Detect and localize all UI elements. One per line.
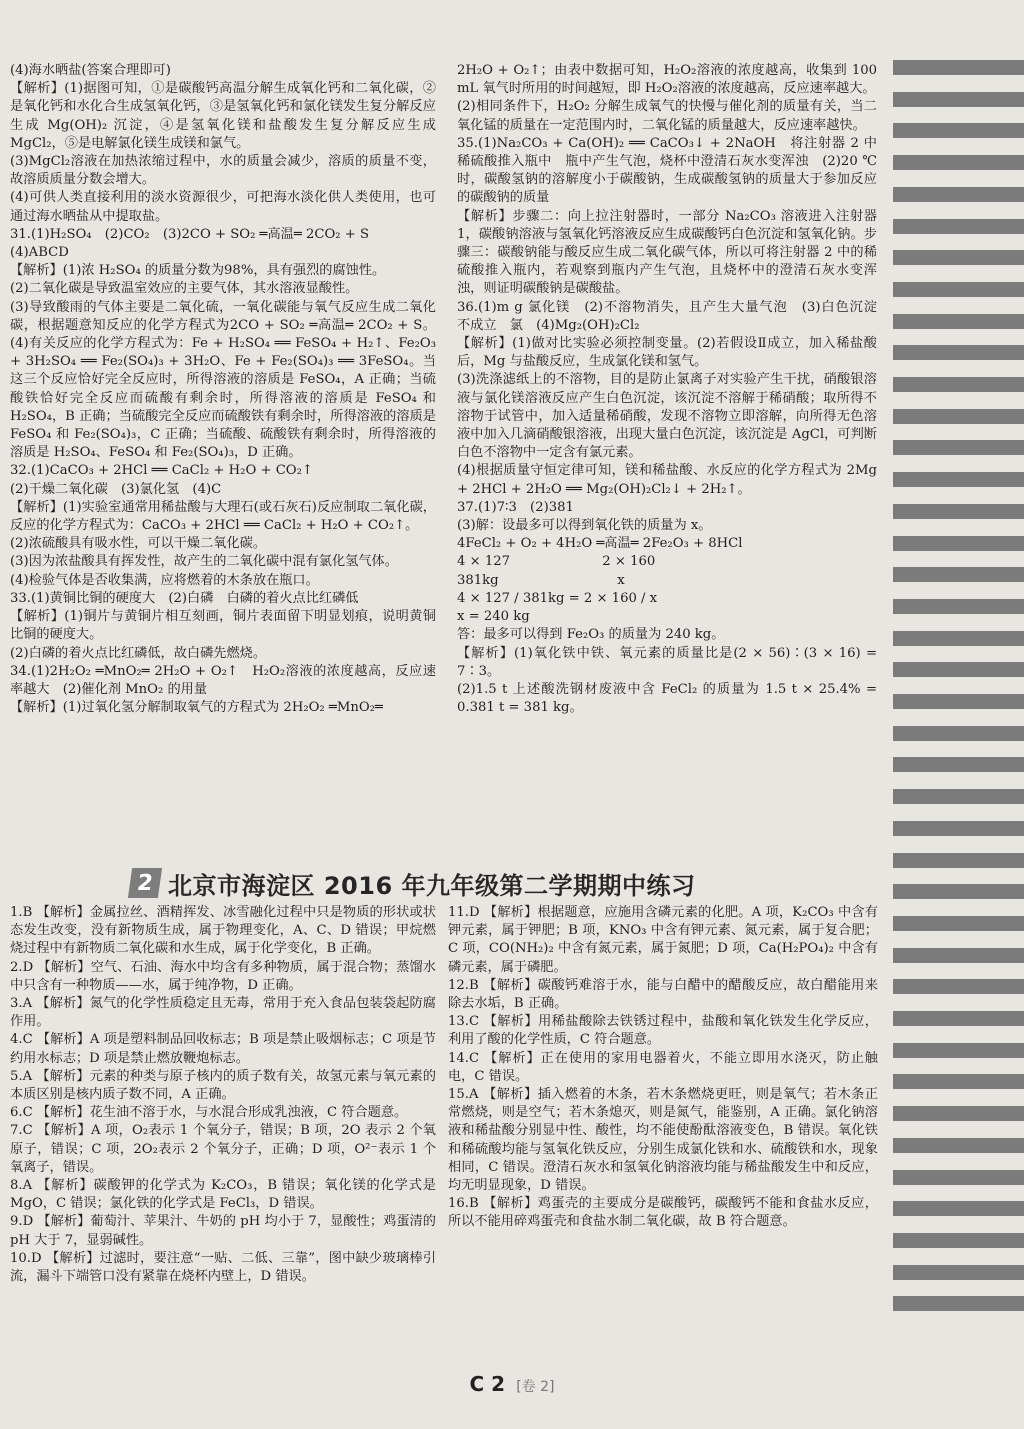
- margin-stripe: [893, 409, 1024, 424]
- margin-stripe: [893, 726, 1024, 741]
- margin-stripe: [893, 536, 1024, 551]
- answer-item: 15.A 【解析】插入燃着的木条，若木条燃烧更旺，则是氧气；若木条正常燃烧，则是空气；若木条熄灭，则是氮气，能鉴别，A 正确。氯化钠溶液和稀盐酸分别显中性、酸性，均不能使酚酞溶液变色，B 错误。氧化铁和稀硫酸均能与氢氧化铁反应，分别生成氯化铁和水、硫酸铁和水，现象相同，C 错误。澄清石灰水和氢氧化钠溶液均能与稀盐酸发生中和反应，均无明显现象，D 错误。: [448, 1087, 878, 1194]
- answer-item: 3.A 【解析】氮气的化学性质稳定且无毒，常用于充入食品包装袋起防腐作用。: [10, 996, 436, 1030]
- margin-stripe: [893, 884, 1024, 899]
- margin-stripe: [893, 440, 1024, 455]
- paragraph: (3)因为浓盐酸具有挥发性，故产生的二氧化碳中混有氯化氢气体。: [10, 554, 398, 570]
- answer-item: 4.C 【解析】A 项是塑料制品回收标志；B 项是禁止吸烟标志；C 项是节约用水标志；D 项是禁止燃放鞭炮标志。: [10, 1032, 436, 1066]
- paragraph: (2)相同条件下，H₂O₂ 分解生成氧气的快慢与催化剂的质量有关，当二氧化锰的质量在一定范围内时，二氧化锰的质量越大，反应速率越快。: [457, 99, 877, 133]
- paragraph: (3)导致酸雨的气体主要是二氧化硫，一氧化碳能与氧气反应生成二氧化碳，根据题意知反应的化学方程式为2CO + SO₂ ═高温═ 2CO₂ + S。(4)有关反应的化学方程式为：Fe + H₂SO₄ ══ FeSO₄ + H₂↑、Fe₂O₃ + 3H₂SO₄ ══ Fe₂(SO₄)₃ + 3H₂O、Fe + Fe₂(SO₄)₃ ══ 3FeSO₄。当这三个反应恰好完全反应时，所得溶液的溶质是 FeSO₄，A 正确；当硫酸铁恰好完全反应而硫酸有剩余时，所得溶液的溶质是 FeSO₄ 和 H₂SO₄，B 正确；当硫酸完全反应而硫酸铁有剩余时，所得溶液的溶质是 FeSO₄ 和 Fe₂(SO₄)₃，C 正确；当硫酸、硫酸铁有剩余时，所得溶液的溶质是 H₂SO₄、FeSO₄ 和 Fe₂(SO₄)₃，D 正确。: [10, 299, 436, 461]
- page-footer: [0, 1372, 1024, 1396]
- answer-item: 12.B 【解析】碳酸钙难溶于水，能与白醋中的醋酸反应，故白醋能用来除去水垢，B 正确。: [448, 977, 878, 1012]
- margin-stripe: [893, 599, 1024, 614]
- paragraph: 32.(1)CaCO₃ + 2HCl ══ CaCl₂ + H₂O + CO₂↑: [10, 463, 313, 479]
- margin-stripe: [893, 1170, 1024, 1185]
- margin-stripe: [893, 1138, 1024, 1153]
- margin-stripe: [893, 1074, 1024, 1089]
- paragraph: (4)根据质量守恒定律可知，镁和稀盐酸、水反应的化学方程式为 2Mg + 2HCl + 2H₂O ══ Mg₂(OH)₂Cl₂↓ + 2H₂↑。: [457, 463, 877, 497]
- margin-stripe-band: [893, 60, 1024, 1340]
- right-column-bottom: [448, 904, 878, 1232]
- paragraph: 【解析】(1)做对比实验必须控制变量。(2)若假设Ⅱ成立，加入稀盐酸后，Mg 与盐酸反应，生成氯化镁和氢气。: [457, 336, 877, 370]
- margin-stripe: [893, 631, 1024, 646]
- answer-item: 6.C 【解析】花生油不溶于水，与水混合形成乳浊液，C 符合题意。: [10, 1105, 408, 1121]
- section-title: 北京市海淀区 2016 年九年级第二学期期中练习: [168, 871, 696, 900]
- margin-stripe: [893, 1233, 1024, 1248]
- paragraph: 381kg x: [457, 572, 625, 588]
- answer-item: 13.C 【解析】用稀盐酸除去铁锈过程中，盐酸和氧化铁发生化学反应，利用了酸的化学性质，C 符合题意。: [448, 1014, 878, 1048]
- paragraph: 【解析】(1)氧化铁中铁、氧元素的质量比是(2 × 56)∶(3 × 16) = 7∶3。: [457, 645, 877, 679]
- paragraph: (3)MgCl₂溶液在加热浓缩过程中，水的质量会减少，溶质的质量不变，故溶质质量分数会增大。: [10, 154, 436, 188]
- margin-stripe: [893, 60, 1024, 75]
- margin-stripe: [893, 504, 1024, 519]
- left-column-top: [10, 62, 436, 717]
- paragraph: (4)检验气体是否收集满，应将燃着的木条放在瓶口。: [10, 572, 319, 588]
- margin-stripe: [893, 1265, 1024, 1280]
- paragraph: (4)海水晒盐(答案合理即可): [10, 63, 171, 78]
- section-header: [130, 866, 830, 900]
- margin-stripe: [893, 92, 1024, 107]
- paragraph: (2)浓硫酸具有吸水性，可以干燥二氧化碳。: [10, 536, 267, 552]
- margin-stripe: [893, 821, 1024, 836]
- answer-item: 14.C 【解析】正在使用的家用电器着火，不能立即用水浇灭，防止触电，C 错误。: [448, 1050, 878, 1084]
- answer-item: 2.D 【解析】空气、石油、海水中均含有多种物质，属于混合物；蒸馏水中只含有一种物质——水，属于纯净物，D 正确。: [10, 959, 436, 993]
- paragraph: x = 240 kg: [457, 609, 530, 625]
- margin-stripe: [893, 1201, 1024, 1216]
- answer-item: 9.D 【解析】葡萄汁、苹果汁、牛奶的 pH 均小于 7，显酸性；鸡蛋清的 pH 大于 7，显弱碱性。: [10, 1214, 436, 1248]
- margin-stripe: [893, 1043, 1024, 1058]
- left-column-bottom: [10, 904, 436, 1286]
- paragraph: (4)可供人类直接利用的淡水资源很少，可把海水淡化供人类使用，也可通过海水晒盐从中提取盐。: [10, 190, 436, 224]
- margin-stripe: [893, 282, 1024, 297]
- margin-stripe: [893, 662, 1024, 677]
- margin-stripe: [893, 345, 1024, 360]
- paragraph: 4 × 127 2 × 160: [457, 554, 656, 570]
- margin-stripe: [893, 948, 1024, 963]
- paragraph: (4)ABCD: [10, 245, 69, 261]
- paragraph: 4FeCl₂ + O₂ + 4H₂O ═高温═ 2Fe₂O₃ + 8HCl: [457, 536, 743, 552]
- margin-stripe: [893, 789, 1024, 804]
- answer-item: 5.A 【解析】元素的种类与原子核内的质子数有关，故氢元素与氧元素的本质区别是核内质子数不同，A 正确。: [10, 1068, 436, 1103]
- paragraph: (2)1.5 t 上述酸洗钢材废液中含 FeCl₂ 的质量为 1.5 t × 25.4% = 0.381 t = 381 kg。: [457, 681, 877, 716]
- margin-stripe: [893, 1011, 1024, 1026]
- paragraph: 35.(1)Na₂CO₃ + Ca(OH)₂ ══ CaCO₃↓ + 2NaOH 将注射器 2 中稀硫酸推入瓶中 瓶中产生气泡，烧杯中澄清石灰水变浑浊 (2)20 ℃时，碳酸氢钠的溶解度小于碳酸钠，生成碳酸氢钠的质量大于参加反应的碳酸钠的质量: [457, 135, 877, 206]
- paragraph: (2)干燥二氧化碳 (3)氯化氢 (4)C: [10, 481, 222, 497]
- margin-stripe: [893, 377, 1024, 392]
- margin-stripe: [893, 979, 1024, 994]
- margin-stripe: [893, 123, 1024, 138]
- right-column-top: [457, 62, 891, 717]
- paragraph: 37.(1)7∶3 (2)381: [457, 499, 574, 515]
- margin-stripe: [893, 567, 1024, 582]
- paragraph: (2)白磷的着火点比红磷低，故白磷先燃烧。: [10, 645, 267, 661]
- margin-stripe: [893, 155, 1024, 170]
- answer-item: 10.D 【解析】过滤时，要注意“一贴、二低、三靠”，图中缺少玻璃棒引流，漏斗下端管口没有紧靠在烧杯内壁上，D 错误。: [10, 1250, 436, 1285]
- answer-item: 7.C 【解析】A 项，O₂表示 1 个氧分子，错误；B 项，2O 表示 2 个氧原子，错误；C 项，2O₂表示 2 个氧分子，正确；D 项，O²⁻表示 1 个氧离子，错误。: [10, 1123, 436, 1175]
- paragraph: 【解析】(1)过氧化氢分解制取氧气的方程式为 2H₂O₂ ═MnO₂═: [10, 700, 383, 716]
- answer-item: 16.B 【解析】鸡蛋壳的主要成分是碳酸钙，碳酸钙不能和食盐水反应，所以不能用碎鸡蛋壳和食盐水制二氧化碳，故 B 符合题意。: [448, 1196, 878, 1230]
- paragraph: 【解析】(1)实验室通常用稀盐酸与大理石(或石灰石)反应制取二氧化碳，反应的化学方程式为：CaCO₃ + 2HCl ══ CaCl₂ + H₂O + CO₂↑。: [10, 499, 436, 534]
- paragraph: 答：最多可以得到 Fe₂O₃ 的质量为 240 kg。: [457, 627, 725, 643]
- paragraph: (2)二氧化碳是导致温室效应的主要气体，其水溶液显酸性。: [10, 281, 359, 297]
- margin-stripe: [893, 916, 1024, 931]
- paragraph: 34.(1)2H₂O₂ ═MnO₂═ 2H₂O + O₂↑ H₂O₂溶液的浓度越高，反应速率越大 (2)催化剂 MnO₂ 的用量: [10, 663, 436, 697]
- section-number-badge: 2: [128, 868, 162, 898]
- answer-item: 1.B 【解析】金属拉丝、酒精挥发、冰雪融化过程中只是物质的形状或状态发生改变，没有新物质生成，属于物理变化，A、C、D 错误；甲烷燃烧过程中有新物质二氧化碳和水生成，属于化学变化，B 正确。: [10, 905, 436, 957]
- margin-stripe: [893, 219, 1024, 234]
- margin-stripe: [893, 187, 1024, 202]
- paragraph: 31.(1)H₂SO₄ (2)CO₂ (3)2CO + SO₂ ═高温═ 2CO₂ + S: [10, 226, 370, 242]
- margin-stripe: [893, 472, 1024, 487]
- margin-stripe: [893, 1296, 1024, 1311]
- paragraph: 4 × 127 / 381kg = 2 × 160 / x: [457, 590, 658, 606]
- answer-item: 8.A 【解析】碳酸钾的化学式为 K₂CO₃，B 错误；氧化镁的化学式是 MgO，C 错误；氯化铁的化学式是 FeCl₃，D 错误。: [10, 1178, 436, 1212]
- paragraph: (3)洗涤滤纸上的不溶物，目的是防止氯离子对实验产生干扰，硝酸银溶液与氯化镁溶液反应产生白色沉淀，该沉淀不溶解于稀硝酸；取所得不溶物于试管中，加入适量稀硝酸，发现不溶物立即溶解，向所得无色溶液中加入几滴硝酸银溶液，出现大量白色沉淀，该沉淀是 AgCl，可判断白色不溶物中一定含有氯元素。: [457, 372, 877, 461]
- paragraph: 【解析】(1)铜片与黄铜片相互刻画，铜片表面留下明显划痕，说明黄铜比铜的硬度大。: [10, 609, 436, 643]
- margin-stripe: [893, 694, 1024, 709]
- margin-stripe: [893, 757, 1024, 772]
- paragraph: 【解析】(1)浓 H₂SO₄ 的质量分数为98%，具有强烈的腐蚀性。: [10, 263, 386, 279]
- paragraph: 36.(1)m g 氯化镁 (2)不溶物消失，且产生大量气泡 (3)白色沉淀 不成立 氯 (4)Mg₂(OH)₂Cl₂: [457, 299, 891, 333]
- page-code: C 2: [469, 1372, 506, 1396]
- volume-label: [卷 2]: [516, 1379, 555, 1395]
- answer-item: 11.D 【解析】根据题意，应施用含磷元素的化肥。A 项，K₂CO₃ 中含有钾元素，属于钾肥；B 项，KNO₃ 中含有钾元素、氮元素，属于复合肥；C 项，CO(NH₂)₂ 中含有氮元素，属于氮肥；D 项，Ca(H₂PO₄)₂ 中含有磷元素，属于磷肥。: [448, 905, 878, 975]
- margin-stripe: [893, 314, 1024, 329]
- margin-stripe: [893, 853, 1024, 868]
- margin-stripe: [893, 1106, 1024, 1121]
- paragraph: 33.(1)黄铜比铜的硬度大 (2)白磷 白磷的着火点比红磷低: [10, 590, 359, 606]
- paragraph: 【解析】(1)据图可知，①是碳酸钙高温分解生成氧化钙和二氧化碳，②是氧化钙和水化合生成氢氧化钙，③是氢氧化钙和氯化镁发生复分解反应生成 Mg(OH)₂ 沉淀，④是氢氧化镁和盐酸发生复分解反应生成 MgCl₂，⑤是电解氯化镁生成镁和氯气。: [10, 81, 436, 151]
- margin-stripe: [893, 250, 1024, 265]
- paragraph: 【解析】步骤二：向上拉注射器时，一部分 Na₂CO₃ 溶液进入注射器 1，碳酸钠溶液与氢氧化钙溶液反应生成碳酸钙白色沉淀和氢氧化钠。步骤三：碳酸钠能与酸反应生成二氧化碳气体，所以可将注射器 2 中的稀硫酸推入瓶内，若观察到瓶内产生气泡，且烧杯中的澄清石灰水变浑浊，则证明碳酸钠是碳酸盐。: [457, 208, 877, 297]
- paragraph: (3)解：设最多可以得到氧化铁的质量为 x。: [457, 518, 712, 534]
- paragraph: 2H₂O + O₂↑；由表中数据可知，H₂O₂溶液的浓度越高，收集到 100 mL 氧气时所用的时间越短，即 H₂O₂溶液的浓度越高，反应速率越大。: [457, 63, 877, 97]
